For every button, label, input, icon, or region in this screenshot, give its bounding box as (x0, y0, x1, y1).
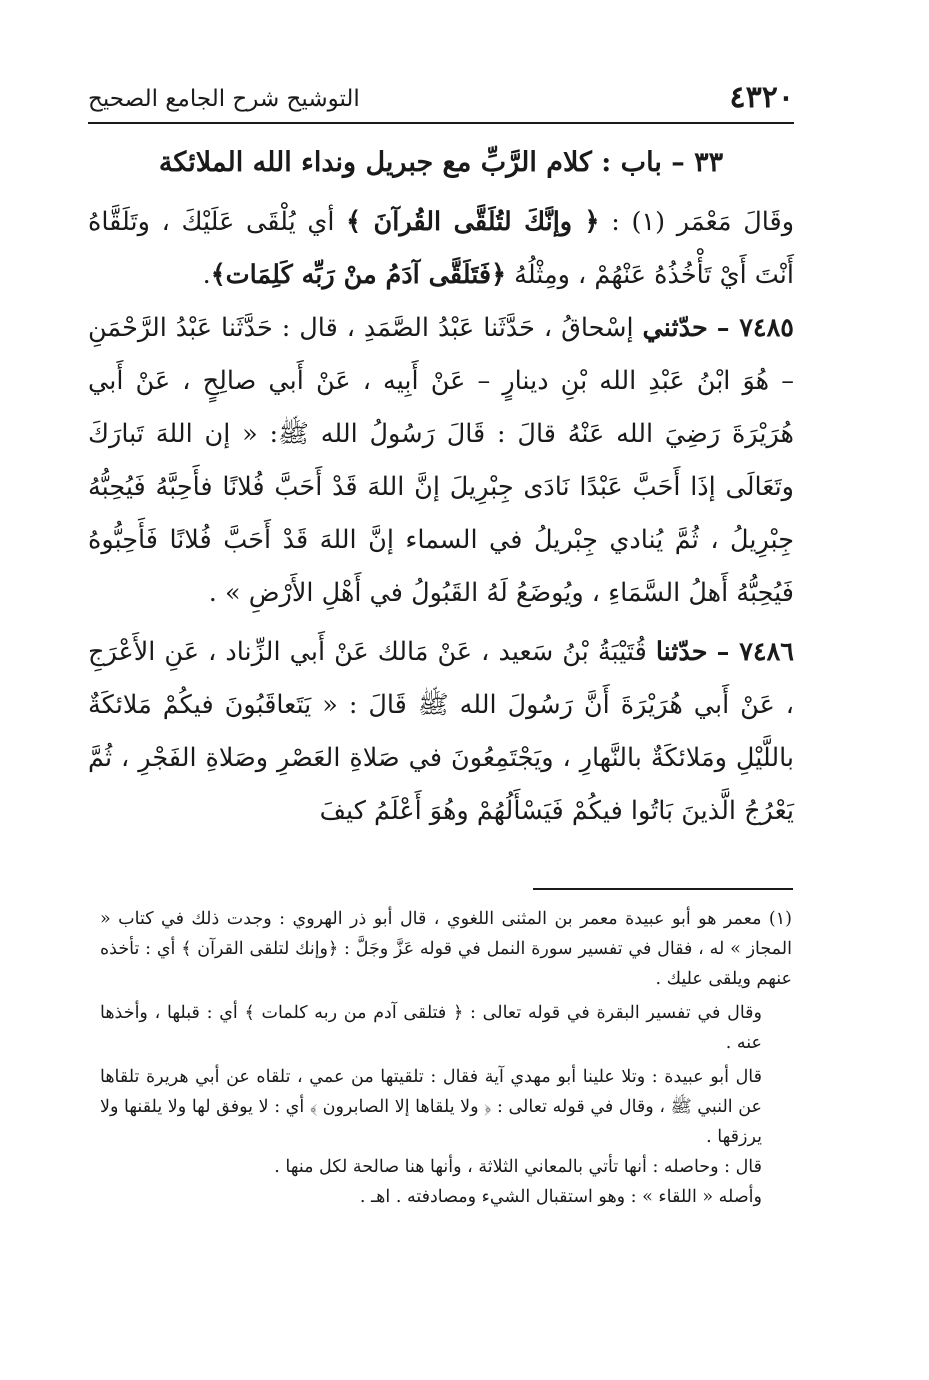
hadith-number: ٧٤٨٦ – (716, 637, 794, 667)
narration-lead: حدّثني (642, 313, 708, 343)
running-header (88, 80, 794, 120)
intro-lead: وقَالَ مَعْمَر (١) : (611, 207, 795, 237)
hadith-text: قُتَيْبَةُ بْنُ سَعيد ، عَنْ مَالك عَنْ أَبي الزِّناد ، عَنِ الأَعْرَجِ ، عَنْ أَبي هُرَيْرَةَ أَنَّ رَسُولَ الله ﷺ قَالَ : « يَتَعاقَبُونَ فيكُمْ مَلائكَةٌ باللَّيْلِ ومَلائكَةٌ بالنَّهارِ ، ويَجْتَمِعُونَ في صَلاةِ العَصْرِ وصَلاةِ الفَجْرِ ، ثُمَّ يَعْرُجُ الَّذينَ بَاتُوا فيكُمْ فَيَسْأَلُهُمْ وهُوَ أَعْلَمُ كيفَ (88, 637, 794, 826)
footnote-paragraph: وقال في تفسير البقرة في قوله تعالى : ﴿ فتلقى آدم من ربه كلمات ﴾ أي : قبلها ، وأخذها عنه . (100, 1003, 762, 1053)
intro-paragraph (88, 196, 794, 302)
footnote-1: (١) معمر هو أبو عبيدة معمر بن المثنى اللغوي ، قال أبو ذر الهروي : وجدت ذلك في كتاب « المجاز » له ، فقال في تفسير سورة النمل في قوله عَزَّ وجَلَّ : ﴿وإنك لتلقى القرآن ﴾ أي : تأخذه عنهم ويلقى عليك . (100, 909, 792, 989)
footnotes (100, 904, 792, 1212)
quran-quote: ﴿ وإنَّكَ لتُلَقَّى القُرآنَ ﴾ (346, 207, 600, 237)
footnote-paragraph: وأصله « اللقاء » : وهو استقبال الشيء ومصادفته . اهـ . (359, 1187, 762, 1207)
page-number: ٤٣٢٠ (729, 80, 794, 115)
footnote-separator (533, 888, 793, 890)
hadith-text: إسْحاقُ ، حَدَّثَنا عَبْدُ الصَّمَدِ ، قال : حَدَّثَنا عَبْدُ الرَّحْمَنِ – هُوَ ابْنُ عَبْدِ الله بْنِ دينارٍ – عَنْ أَبِيه ، عَنْ أَبي صالِحٍ ، عَنْ أَبي هُرَيْرَةَ رَضِيَ الله عَنْهُ قالَ : قَالَ رَسُولُ الله ﷺ: « إن اللهَ تَبارَكَ وتَعَالَى إذَا أَحَبَّ عَبْدًا نَادَى جِبْرِيلَ إنَّ اللهَ قَدْ أَحَبَّ فُلانًا فأَحِبَّهُ فَيُحِبُّهُ جِبْرِيلُ ، ثُمَّ يُنادي جِبْريلُ في السماء إنَّ اللهَ قَدْ أَحَبَّ فُلانًا فَأَحِبُّوهُ فَيُحِبُّهُ أَهلُ السَّمَاءِ ، ويُوضَعُ لَهُ القَبُولُ في أَهْلِ الأَرْضِ » . (88, 313, 794, 608)
intro-end: . (202, 260, 211, 290)
footnote-paragraph: قال أبو عبيدة : وتلا علينا أبو مهدي آية فقال : تلقيتها من عمي ، تلقاه عن أبي هريرة تلقاها عن النبي ﷺ ، وقال في قوله تعالى : ﴿ ولا يلقاها إلا الصابرون ﴾ أي : لا يوفق لها ولا يلقنها ولا يرزقها . (100, 1067, 762, 1147)
hadith-number: ٧٤٨٥ – (716, 313, 794, 343)
header-rule (88, 122, 794, 124)
narration-lead: حدّثنا (655, 637, 708, 667)
hadith-7486 (88, 626, 794, 838)
footnote-paragraph: قال : وحاصله : أنها تأتي بالمعاني الثلاثة ، وأنها هنا صالحة لكل منها . (274, 1157, 762, 1177)
chapter-heading: ٣٣ – باب : كلام الرَّبِّ مع جبريل ونداء الله الملائكة (158, 147, 724, 178)
hadith-7485 (88, 302, 794, 620)
main-text (88, 196, 794, 838)
quran-quote: ﴿فَتَلَقَّى آدَمُ منْ رَبِّه كَلِمَات﴾ (210, 260, 507, 290)
book-title: التوشيح شرح الجامع الصحيح (88, 86, 360, 112)
intro-body: أي يُلْقَى عَلَيْكَ ، وتَلَقَّاهُ أَنْتَ أَيْ تَأْخُذُهُ عَنْهُمْ ، ومِثْلُهُ (88, 207, 794, 290)
